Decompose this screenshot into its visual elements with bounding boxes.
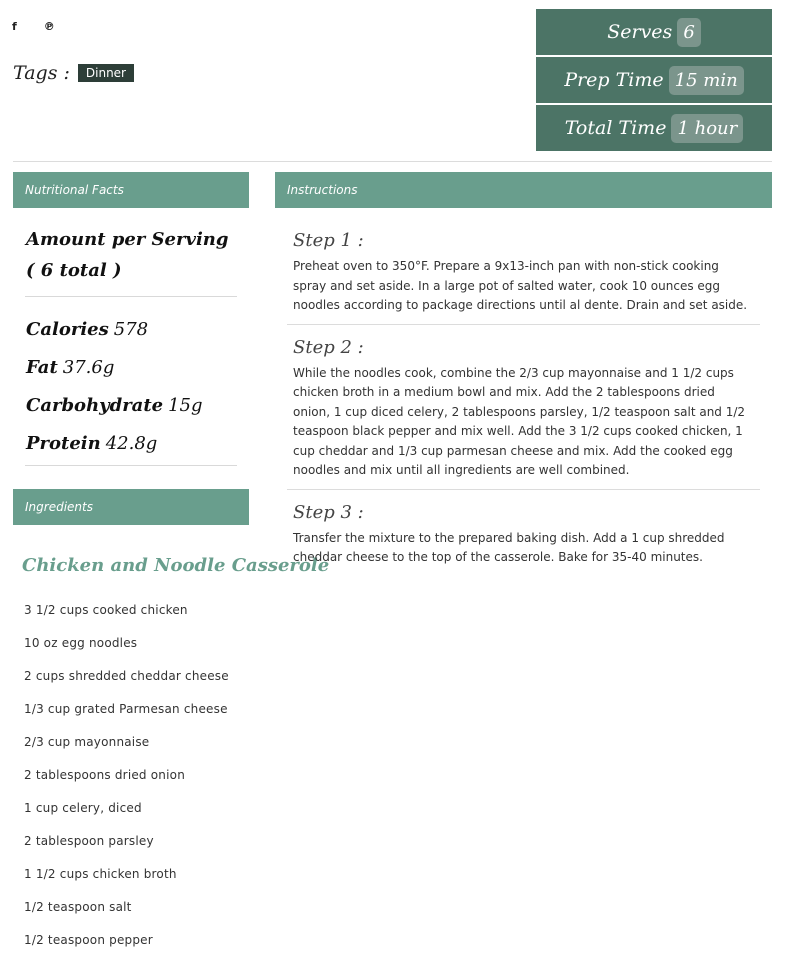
step-text: Preheat oven to 350°F. Prepare a 9x13-inch pan with non-stick cooking spray and set aside. In a large pot of salted water, cook 10 ounces egg noodles according to package directions until al dente. Drain and set aside. (293, 259, 748, 312)
fact-protein (26, 424, 203, 462)
step-1 (287, 218, 760, 325)
ingredient-item: 2/3 cup mayonnaise (24, 734, 150, 749)
step-3 (287, 490, 760, 576)
total-time-value: 1 hour (671, 114, 743, 143)
ingredient-item: 1 cup celery, diced (24, 800, 142, 815)
fact-name: Fat (26, 356, 58, 378)
ingredient-list (24, 593, 229, 956)
ingredient-item: 2 tablespoons dried onion (24, 767, 185, 782)
tags (13, 62, 134, 84)
ingredient-item: 1 1/2 cups chicken broth (24, 866, 177, 881)
pinterest-icon[interactable]: ℗ (43, 20, 55, 33)
fact-carbohydrate (26, 386, 203, 424)
facebook-icon[interactable]: f (12, 20, 17, 33)
instructions-header: Instructions (275, 172, 772, 208)
ingredient-item: 1/2 teaspoon salt (24, 899, 132, 914)
fact-fat (26, 348, 203, 386)
fact-calories (26, 310, 203, 348)
step-2 (287, 325, 760, 490)
tag-badge[interactable]: Dinner (78, 64, 134, 82)
step-text: Transfer the mixture to the prepared baking dish. Add a 1 cup shredded cheddar cheese to the top of the casserole. Bake for 35-40 minutes. (293, 530, 725, 564)
nutrition-facts (26, 310, 203, 462)
fact-value: 15g (168, 394, 203, 416)
ingredient-item: 3 1/2 cups cooked chicken (24, 602, 188, 617)
fact-value: 42.8g (105, 432, 158, 454)
fact-name: Protein (26, 432, 101, 454)
fact-name: Calories (26, 318, 109, 340)
ingredients-header: Ingredients (13, 489, 249, 525)
ingredient-item: 1/3 cup grated Parmesan cheese (24, 701, 228, 716)
step-title: Step 1 : (293, 230, 364, 251)
ingredient-item: 1/2 teaspoon pepper (24, 932, 153, 947)
prep-time-stat (536, 57, 772, 103)
ingredient-item: 2 cups shredded cheddar cheese (24, 668, 229, 683)
step-title: Step 2 : (293, 336, 364, 358)
header-divider (13, 161, 772, 162)
instruction-steps (287, 218, 760, 576)
ingredient-item: 2 tablespoon parsley (24, 833, 154, 848)
ingredient-item: 10 oz egg noodles (24, 635, 138, 650)
fact-value: 37.6g (62, 356, 115, 378)
social-share (12, 20, 55, 33)
nutrition-header: Nutritional Facts (13, 172, 249, 208)
fact-value: 578 (113, 318, 149, 340)
step-title: Step 3 : (293, 501, 364, 523)
serves-stat (536, 9, 772, 55)
prep-time-value: 15 min (669, 66, 744, 95)
recipe-title: Chicken and Noodle Casserole (22, 555, 330, 576)
prep-time-label: Prep Time (564, 69, 664, 91)
nutrition-divider (25, 296, 237, 297)
fact-name: Carbohydrate (26, 394, 164, 416)
total-time-stat (536, 105, 772, 151)
amount-per-serving: Amount per Serving ( 6 total ) (26, 229, 229, 281)
tags-label: Tags : (13, 62, 70, 84)
total-time-label: Total Time (564, 117, 667, 139)
step-text: While the noodles cook, combine the 2/3 cup mayonnaise and 1 1/2 cups chicken broth in a medium bowl and mix. Add the 2 tablespoons dried onion, 1 cup diced celery, 2 tablespoons parsley, 1/2 teaspoon salt and 1/2 teaspoon black pepper and mix well. Add the 3 1/2 cups cooked chicken, 1 cup cheddar and 1/3 cup parmesan cheese and mix. Add the cooked egg noodles and mix until all ingredients are well combined. (293, 365, 746, 477)
serves-value: 6 (677, 18, 700, 47)
nutrition-divider (25, 465, 237, 466)
serves-label: Serves (607, 21, 673, 43)
